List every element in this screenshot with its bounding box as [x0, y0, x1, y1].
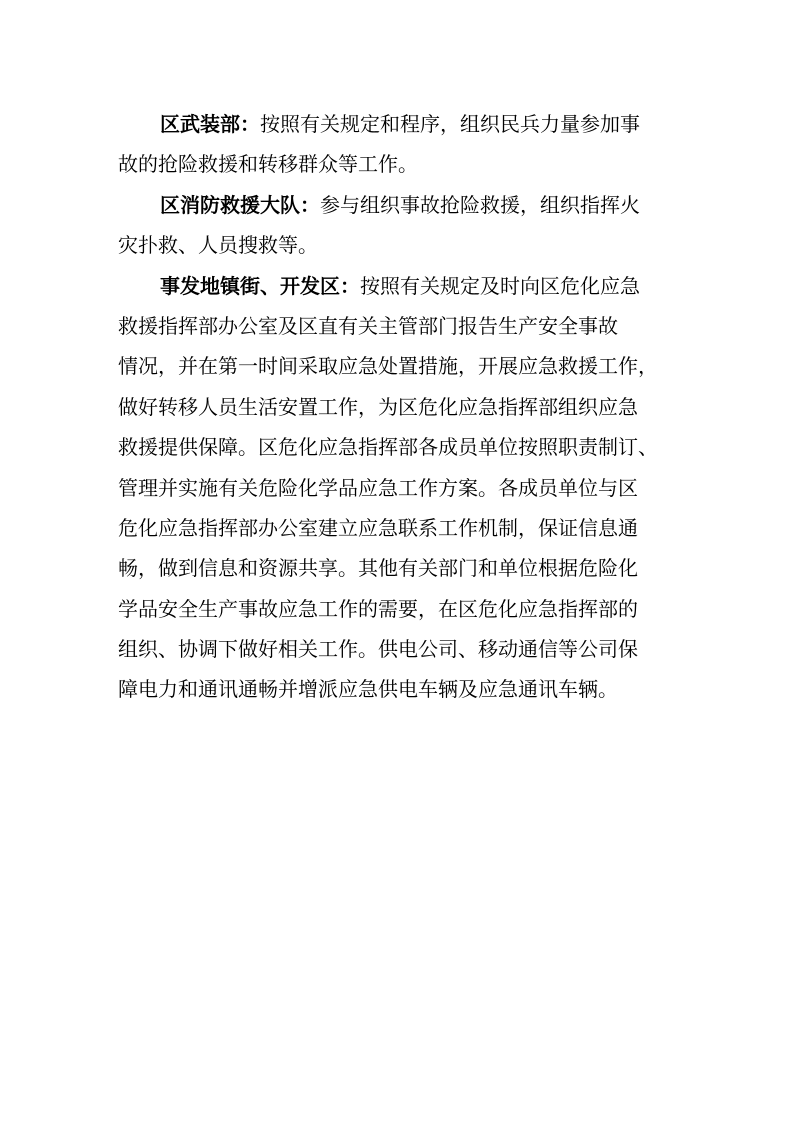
paragraph-2-text: 参与组织事故抢险救援，组织指挥火 — [320, 192, 640, 217]
paragraph-3-line-4: 做好转移人员生活安置工作，为区危化应急指挥部组织应急 — [118, 394, 638, 419]
paragraph-1-text: 按照有关规定和程序，组织民兵力量参加事 — [260, 112, 640, 136]
paragraph-2-line-1 — [118, 185, 678, 225]
paragraph-2-lead: 区消防救援大队： — [160, 192, 320, 217]
paragraph-3-line-3: 情况，并在第一时间采取应急处置措施，开展应急救援工作， — [118, 354, 658, 379]
paragraph-3-line-11: 障电力和通讯通畅并增派应急供电车辆及应急通讯车辆。 — [118, 677, 618, 702]
paragraph-3-lead: 事发地镇街、开发区： — [160, 273, 360, 298]
paragraph-3-text: 按照有关规定及时向区危化应急 — [360, 273, 640, 298]
document-body — [118, 104, 678, 710]
paragraph-3-line-6: 管理并实施有关危险化学品应急工作方案。各成员单位与区 — [118, 475, 638, 500]
paragraph-3-line-9: 学品安全生产事故应急工作的需要，在区危化应急指挥部的 — [118, 596, 638, 621]
paragraph-3-line-8: 畅，做到信息和资源共享。其他有关部门和单位根据危险化 — [118, 556, 638, 581]
paragraph-3-line-1 — [118, 266, 678, 306]
paragraph-1-lead: 区武装部： — [160, 112, 260, 136]
paragraph-3-line-10: 组织、协调下做好相关工作。供电公司、移动通信等公司保 — [118, 637, 638, 662]
paragraph-2-line-2: 灾扑救、人员搜救等。 — [118, 233, 318, 258]
paragraph-1-line-1 — [118, 104, 678, 144]
paragraph-1-line-2: 故的抢险救援和转移群众等工作。 — [118, 152, 418, 177]
paragraph-3-line-7: 危化应急指挥部办公室建立应急联系工作机制，保证信息通 — [118, 515, 638, 540]
paragraph-3-line-5: 救援提供保障。区危化应急指挥部各成员单位按照职责制订、 — [118, 435, 658, 460]
paragraph-3-line-2: 救援指挥部办公室及区直有关主管部门报告生产安全事故 — [118, 313, 618, 338]
